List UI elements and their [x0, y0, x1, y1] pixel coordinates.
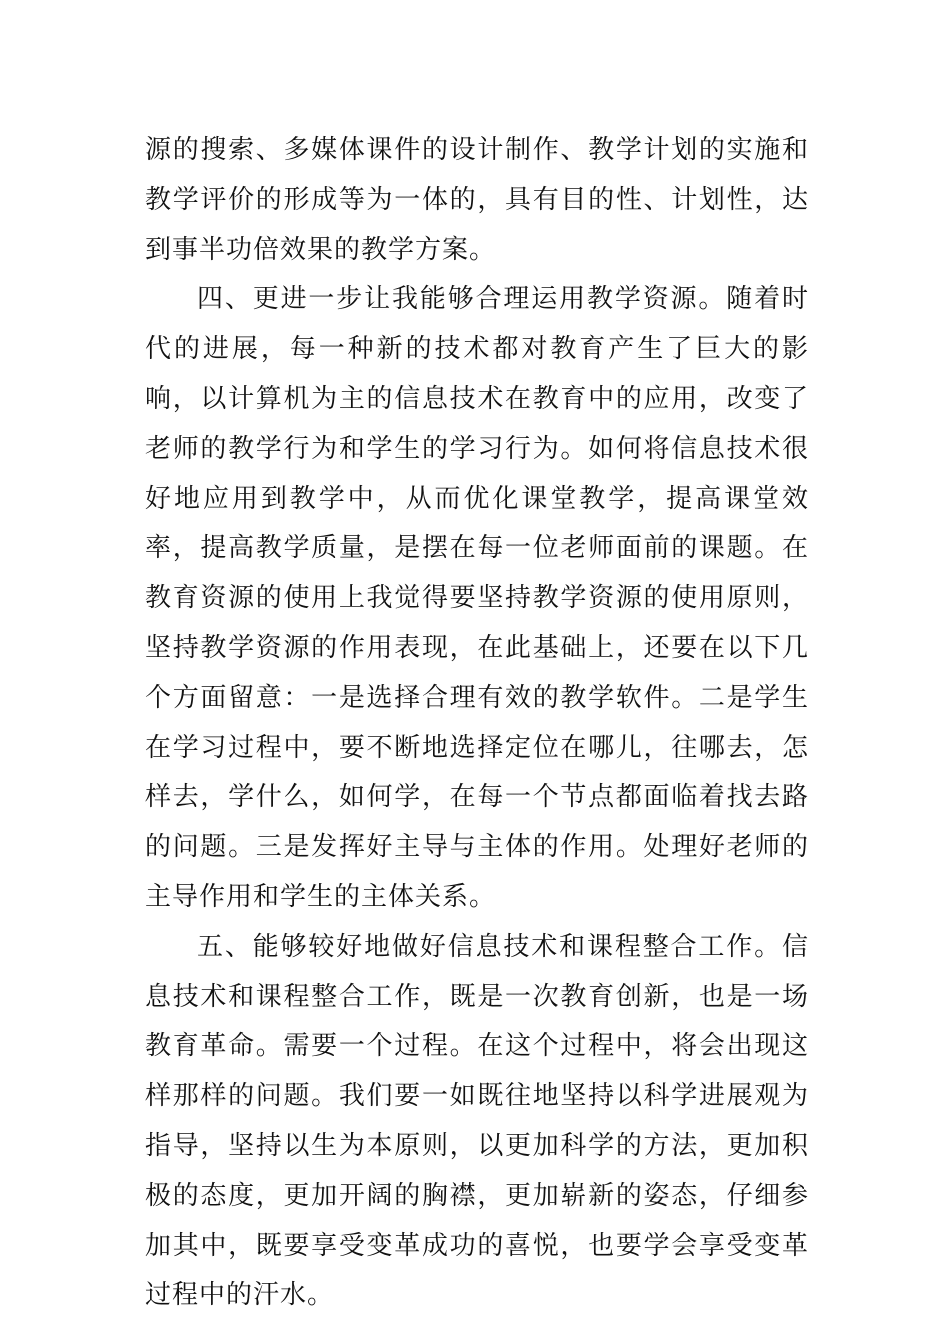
document-body — [145, 126, 809, 1321]
paragraph-section-four: 四、更进一步让我能够合理运用教学资源。随着时代的进展，每一种新的技术都对教育产生了巨大的影响，以计算机为主的信息技术在教育中的应用，改变了老师的教学行为和学生的学习行为。如何将信息技术很好地应用到教学中，从而优化课堂教学，提高课堂效率，提高教学质量，是摆在每一位老师面前的课题。在教育资源的使用上我觉得要坚持教学资源的使用原则，坚持教学资源的作用表现，在此基础上，还要在以下几个方面留意：一是选择合理有效的教学软件。二是学生在学习过程中，要不断地选择定位在哪儿，往哪去，怎样去，学什么，如何学，在每一个节点都面临着找去路的问题。三是发挥好主导与主体的作用。处理好老师的主导作用和学生的主体关系。 — [145, 284, 809, 912]
paragraph-section-five: 五、能够较好地做好信息技术和课程整合工作。信息技术和课程整合工作，既是一次教育创新，也是一场教育革命。需要一个过程。在这个过程中，将会出现这样那样的问题。我们要一如既往地坚持以科学进展观为指导，坚持以生为本原则，以更加科学的方法，更加积极的态度，更加开阔的胸襟，更加崭新的姿态，仔细参加其中，既要享受变革成功的喜悦，也要学会享受变革过程中的汗水。 — [145, 931, 809, 1311]
paragraph-continuation: 源的搜索、多媒体课件的设计制作、教学计划的实施和教学评价的形成等为一体的，具有目的性、计划性，达到事半功倍效果的教学方案。 — [145, 135, 809, 265]
